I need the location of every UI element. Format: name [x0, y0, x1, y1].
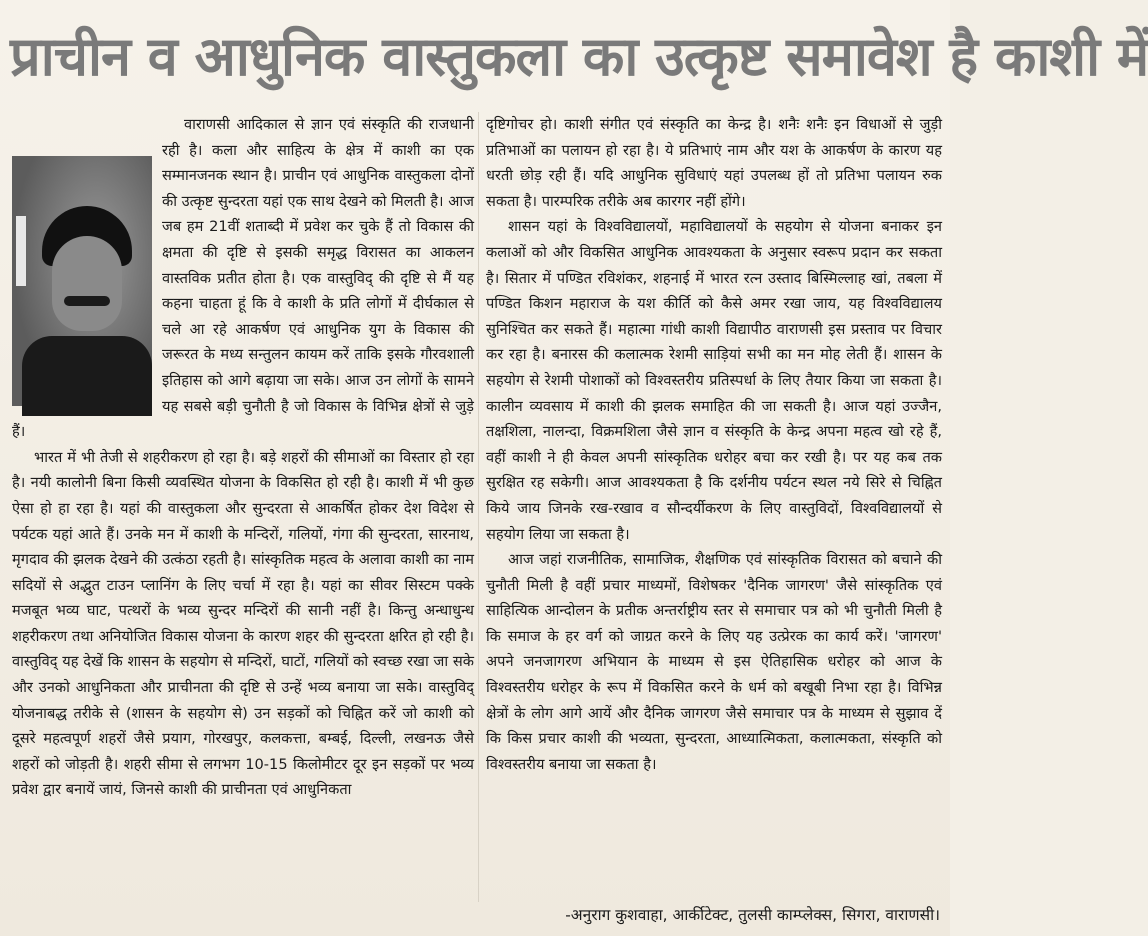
paragraph-talent: दृष्टिगोचर हो। काशी संगीत एवं संस्कृति का केन्द्र है। शनैः शनैः इन विधाओं से जुड़ी प्रतिभाओं का पलायन हो रहा है। ये प्रतिभाएं नाम और यश के आकर्षण के कारण यह धरती छोड़ रही हैं। यदि आधुनिक सुविधाएं यहां उपलब्ध हों तो प्रतिभा पलायन रुक सकता है। पारम्परिक तरीके अब कारगर नहीं होंगे।: [486, 116, 942, 210]
headline: प्राचीन व आधुनिक वास्तुकला का उत्कृष्ट समावेश है काशी में: [10, 25, 1148, 88]
paragraph-jagran: आज जहां राजनीतिक, सामाजिक, शैक्षणिक एवं सांस्कृतिक विरासत को बचाने की चुनौती मिली है वहीं प्रचार माध्यमों, विशेषकर 'दैनिक जागरण' जैसे सांस्कृतिक एवं साहित्यिक आन्दोलन के प्रतीक अन्तर्राष्ट्रीय स्तर से समाचार पत्र को भी चुनौती मिली है कि समाज के हर वर्ग को जाग्रत करने के लिए यह उत्प्रेरक का कार्य करें। 'जागरण' अपने जनजागरण अभियान के माध्यम से इस ऐतिहासिक धरोहर को आज के विश्वस्तरीय धरोहर के रूप में विकसित करने के धर्म को बखूबी निभा रहा है। विभिन्न क्षेत्रों के लोग आगे आयें और दैनिक जागरण जैसे समाचार पत्र के माध्यम से सुझाव दें कि किस प्रचार काशी की भव्यता, सुन्दरता, आध्यात्मिकता, कलात्मकता, संस्कृति को विश्वस्तरीय बनाया जा सकता है।: [486, 551, 942, 773]
article-column-left: [12, 112, 474, 928]
author-photo: [12, 156, 152, 406]
paragraph-intro: वाराणसी आदिकाल से ज्ञान एवं संस्कृति की राजधानी रही है। कला और साहित्य के क्षेत्र में काशी का एक सम्मानजनक स्थान है। प्राचीन एवं आधुनिक वास्तुकला दोनों की उत्कृष्ट सुन्दरता यहां एक साथ देखने को मिलती है। आज जब हम 21वीं शताब्दी में प्रवेश कर चुके हैं तो विकास की क्षमता की दृष्टि से इसकी समृद्ध विरासत का आकलन वास्तविक प्रतीत होता है। एक वास्तुविद् की दृष्टि से मैं यह कहना चाहता हूं कि वे काशी के प्रति लोगों में दीर्घकाल से चले आ रहे आकर्षण एवं आधुनिक युग के विकास की जरूरत के मध्य सन्तुलन कायम करें ताकि इसके गौरवशाली इतिहास को आगे बढ़ाया जा सके। आज उन लोगों के सामने यह सबसे बड़ी चुनौती है जो विकास के विभिन्न क्षेत्रों से जुड़े हैं।: [12, 116, 474, 441]
paragraph-government: शासन यहां के विश्वविद्यालयों, महाविद्यालयों के सहयोग से योजना बनाकर इन कलाओं को और विकसित आधुनिक आवश्यकता के अनुसार स्वरूप प्रदान कर सकता है। सितार में पण्डित रविशंकर, शहनाई में भारत रत्न उस्ताद बिस्मिल्लाह खां, तबला में पण्डित किशन महाराज के यश कीर्ति को कैसे अमर रखा जाय, यह विश्वविद्यालय सुनिश्चित कर सकते हैं। महात्मा गांधी काशी विद्यापीठ वाराणसी इस प्रस्ताव पर विचार कर रहा है। बनारस की कलात्मक रेशमी साड़ियां सभी का मन मोह लेती हैं। शासन के सहयोग से रेशमी पोशाकों को विश्वस्तरीय प्रतिस्पर्धा के लिए तैयार किया जा सकता है। कालीन व्यवसाय में काशी की झलक समाहित की जा सकती है। आज यहां उज्जैन, तक्षशिला, नालन्दा, विक्रमशिला जैसे ज्ञान व संस्कृति के केन्द्र अपना महत्व खो रहे हैं, वहीं काशी ने ही केवल अपनी सांस्कृतिक धरोहर बचा कर रखी है। पर यह कब तक सुरक्षित रह सकेगी। आज आवश्यकता है कि दर्शनीय पर्यटन स्थल नये सिरे से चिह्नित किये जाय जिनके रख-रखाव व सौन्दर्यीकरण के लिए वास्तुविदों, विश्वविद्यालयों से सहयोग लिया जा सकता है।: [486, 218, 942, 543]
column-divider: [478, 112, 479, 902]
article-column-right: [486, 112, 942, 902]
author-signature: -अनुराग कुशवाहा, आर्कीटेक्ट, तुलसी काम्प्लेक्स, सिगरा, वाराणसी।: [565, 906, 940, 924]
paragraph-urbanization: भारत में भी तेजी से शहरीकरण हो रहा है। बड़े शहरों की सीमाओं का विस्तार हो रहा है। नयी कालोनी बिना किसी व्यवस्थित योजना के विकसित हो रही है। काशी में भी कुछ ऐसा हो हा रहा है। यहां की वास्तुकला और सुन्दरता से आकर्षित होकर देश विदेश से पर्यटक यहां आते हैं। उनके मन में काशी के मन्दिरों, गलियों, गंगा की सुन्दरता, सारनाथ, मृगदाव की झलक देखने की उत्कंठा रहती है। सांस्कृतिक महत्व के अलावा काशी का नाम सदियों से अद्भुत टाउन प्लानिंग के लिए चर्चा में रहा है। यहां का सीवर सिस्टम पक्के मजबूत भव्य घाट, पत्थरों के भव्य सुन्दर मन्दिरों की सानी नहीं है। किन्तु अन्धाधुन्ध शहरीकरण तथा अनियोजित विकास योजना के कारण शहर की सुन्दरता क्षरित हो रही है। वास्तुविद् यह देखें कि शासन के सहयोग से मन्दिरों, घाटों, गलियों को स्वच्छ रखा जा सके और उनको आधुनिकता और प्राचीनता की दृष्टि से उन्हें भव्य बनाया जा सके। वास्तुविद् योजनाबद्ध तरीके से (शासन के सहयोग से) उन सड़कों को चिह्नित करें जो काशी को दूसरे महत्वपूर्ण शहरों जैसे प्रयाग, गोरखपुर, कलकत्ता, बम्बई, दिल्ली, लखनऊ जैसे शहरों को जोड़ती है। शहरी सीमा से लगभग 10-15 किलोमीटर दूर इन सड़कों पर भव्य प्रवेश द्वार बनायें जायं, जिनसे काशी की प्राचीनता एवं आधुनिकता: [12, 448, 474, 799]
